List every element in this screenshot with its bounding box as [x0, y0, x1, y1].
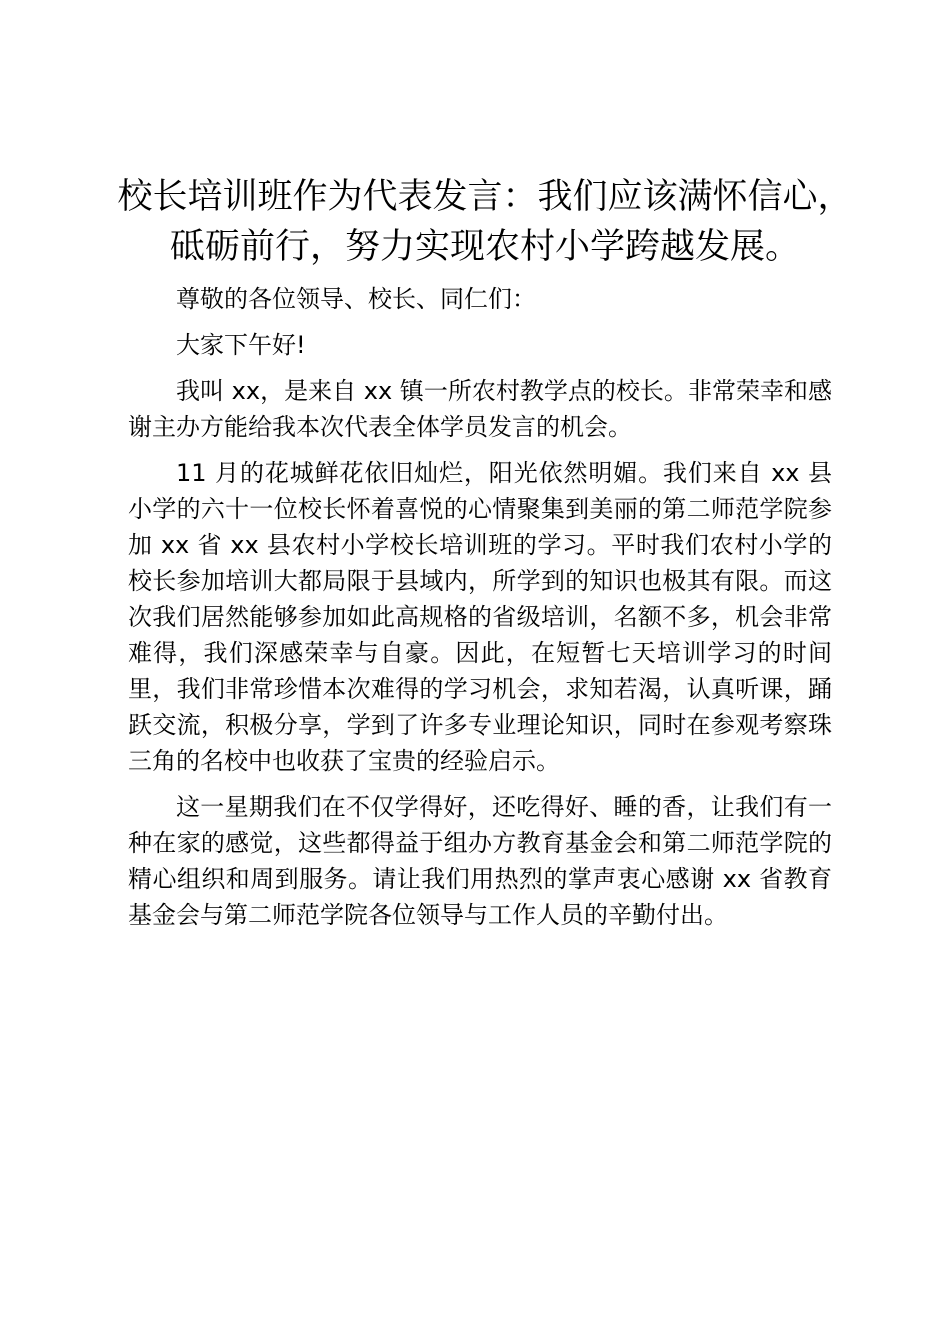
- paragraph-salutation: 尊敬的各位领导、校长、同仁们：: [176, 285, 536, 313]
- document-title: 校长培训班作为代表发言：我们应该满怀信心，砥砺前行，努力实现农村小学跨越发展。: [117, 177, 853, 267]
- paragraph-thanks: 这一星期我们在不仅学得好，还吃得好、睡的香，让我们有一种在家的感觉，这些都得益于组办方教育基金会和第二师范学院的精心组织和周到服务。请让我们用热烈的掌声衷心感谢 xx 省教育基金会与第二师范学院各位领导与工作人员的辛勤付出。: [128, 793, 832, 929]
- paragraph-introduction: 我叫 xx，是来自 xx 镇一所农村教学点的校长。非常荣幸和感谢主办方能给我本次代表全体学员发言的机会。: [128, 377, 832, 441]
- paragraph-training-review: 11 月的花城鲜花依旧灿烂，阳光依然明媚。我们来自 xx 县小学的六十一位校长怀着喜悦的心情聚集到美丽的第二师范学院参加 xx 省 xx 县农村小学校长培训班的学习。平时我们农村小学的校长参加培训大都局限于县域内，所学到的知识也极其有限。而这次我们居然能够参加如此高规格的省级培训，名额不多，机会非常难得，我们深感荣幸与自豪。因此，在短暂七天培训学习的时间里，我们非常珍惜本次难得的学习机会，求知若渴，认真听课，踊跃交流，积极分享，学到了许多专业理论知识，同时在参观考察珠三角的名校中也收获了宝贵的经验启示。: [128, 459, 832, 775]
- paragraph-greeting: 大家下午好!: [176, 331, 306, 359]
- document-body: [128, 281, 832, 943]
